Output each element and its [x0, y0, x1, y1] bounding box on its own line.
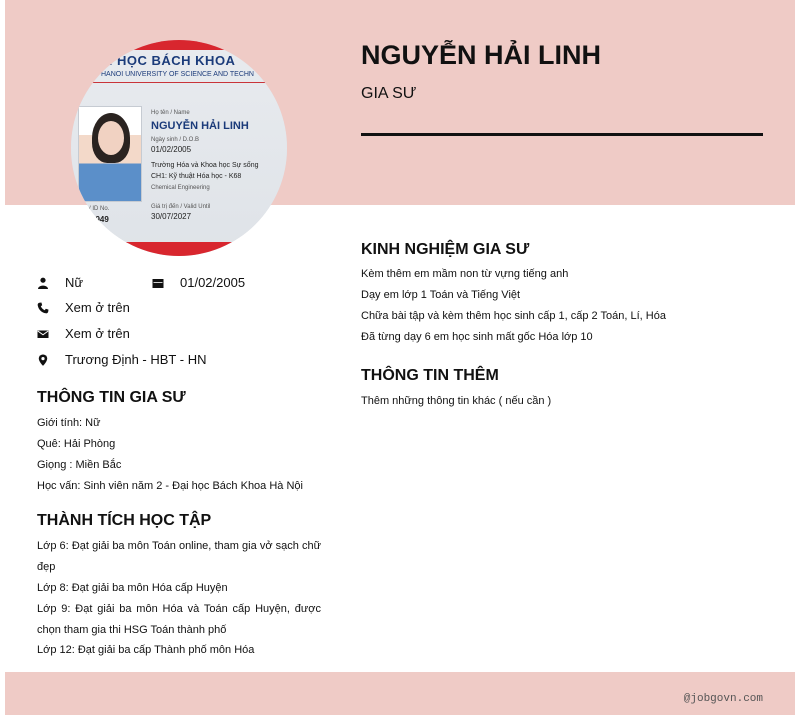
contact-dob [152, 275, 245, 290]
card-school: Trường Hóa và Khoa học Sự sống [151, 162, 259, 169]
dob-value: 01/02/2005 [180, 275, 246, 290]
email-value: Xem ở trên [65, 326, 130, 341]
address-value: Trương Định - HBT - HN [65, 352, 207, 367]
header-divider [361, 133, 763, 136]
experience-item: Đã từng dạy 6 em học sinh mất gốc Hóa lớp 10 [361, 331, 593, 343]
experience-item: Dạy em lớp 1 Toán và Tiếng Việt [361, 289, 521, 301]
card-top-stripe [71, 40, 287, 50]
phone-value: Xem ở trên [65, 300, 130, 315]
tutor-info-item: Quê: Hải Phòng [37, 438, 116, 450]
footer-watermark: @jobgovn.com [683, 693, 763, 705]
card-university-vn: ĐẠI HỌC BÁCH KHOA [89, 53, 236, 68]
tutor-info-title: THÔNG TIN GIA SƯ [37, 389, 186, 406]
card-major-en: Chemical Engineering [151, 185, 210, 191]
contact-email [37, 326, 130, 341]
card-valid: 30/07/2027 [151, 212, 192, 221]
card-id: 0949 [91, 215, 109, 224]
card-valid-label: Giá trị đến / Valid Until [151, 204, 211, 210]
location-pin-icon [37, 354, 49, 366]
card-dob: 01/02/2005 [151, 145, 192, 154]
card-bottom-stripe [71, 242, 287, 256]
portrait-face [98, 121, 124, 155]
calendar-icon [152, 277, 164, 289]
candidate-role: GIA SƯ [361, 85, 417, 102]
experience-item: Chữa bài tập và kèm thêm học sinh cấp 1, cấp 2 Toán, Lí, Hóa [361, 310, 666, 322]
footer-band [5, 672, 795, 715]
mail-icon [37, 328, 49, 340]
card-name-label: Họ tên / Name [151, 110, 190, 116]
user-icon [37, 277, 49, 289]
profile-photo [71, 40, 287, 256]
student-id-card [71, 40, 287, 256]
achievement-item: Lớp 12: Đạt giải ba cấp Thành phố môn Hóa [37, 644, 255, 656]
achievement-item: Lớp 9: Đạt giải ba môn Hóa và Toán cấp Huyện, được chọn tham gia thi HSG Toán thành phố [37, 603, 321, 636]
gender-value: Nữ [65, 275, 84, 290]
achievement-item: Lớp 8: Đạt giải ba môn Hóa cấp Huyện [37, 582, 228, 594]
card-id-label: / ID No. [89, 206, 110, 212]
phone-icon [37, 302, 49, 314]
experience-item: Kèm thêm em mầm non từ vựng tiếng anh [361, 268, 569, 280]
extra-info-item: Thêm những thông tin khác ( nếu cần ) [361, 395, 552, 407]
contact-address [37, 352, 206, 367]
tutor-info-item: Học vấn: Sinh viên năm 2 - Đại học Bách Khoa Hà Nội [37, 480, 303, 492]
tutor-info-item: Giới tính: Nữ [37, 417, 101, 429]
candidate-name: NGUYỄN HẢI LINH [361, 40, 602, 70]
name-block [361, 40, 601, 103]
card-divider [81, 82, 287, 83]
tutor-info-item: Giọng : Miền Bắc [37, 459, 122, 471]
achievements-title: THÀNH TÍCH HỌC TẬP [37, 512, 212, 529]
contact-gender [37, 275, 83, 290]
contact-phone [37, 300, 130, 315]
card-dob-label: Ngày sinh / D.O.B [151, 137, 200, 143]
cv-page [5, 0, 795, 715]
experience-title: KINH NGHIỆM GIA SƯ [361, 241, 530, 258]
achievement-item: Lớp 6: Đạt giải ba môn Toán online, tham gia vở sạch chữ đẹp [37, 540, 321, 573]
card-name: NGUYỄN HẢI LINH [151, 120, 249, 132]
extra-info-title: THÔNG TIN THÊM [361, 367, 499, 384]
card-portrait [78, 106, 142, 202]
card-university-en: HANOI UNIVERSITY OF SCIENCE AND TECHN [101, 71, 254, 78]
card-major: CH1: Kỹ thuật Hóa học - K68 [151, 173, 242, 180]
